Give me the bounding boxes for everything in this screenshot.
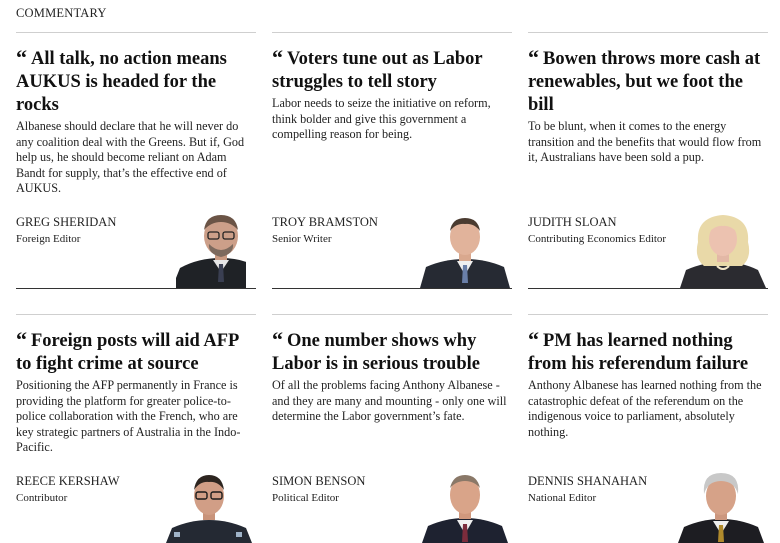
author-photo bbox=[176, 212, 246, 288]
article-card[interactable] bbox=[272, 32, 512, 288]
author-name[interactable]: TROY BRAMSTON bbox=[272, 215, 378, 229]
divider bbox=[528, 288, 768, 289]
author-photo bbox=[164, 472, 254, 543]
author-role: Senior Writer bbox=[272, 233, 332, 245]
divider bbox=[528, 32, 768, 33]
author-role: National Editor bbox=[528, 492, 597, 504]
article-summary: Positioning the AFP permanently in France is providing the platform for greater police-to-police collaboration with the French, who are key strategic partners of Australia in the Indo-Pacific. bbox=[16, 378, 241, 455]
author-photo bbox=[678, 212, 768, 288]
divider bbox=[272, 32, 512, 33]
quote-icon: “ bbox=[272, 45, 283, 70]
article-summary: Anthony Albanese has learned nothing from the catastrophic defeat of the referendum on the indigenous voice to parliament, absolutely nothing. bbox=[528, 378, 762, 439]
article-headline[interactable] bbox=[272, 328, 512, 376]
headline-text[interactable]: PM has learned nothing from his referendum failure bbox=[528, 331, 749, 374]
divider bbox=[272, 288, 512, 289]
headline-text[interactable]: One number shows why Labor is in serious trouble bbox=[272, 331, 480, 374]
author-photo bbox=[676, 472, 766, 543]
author-role: Contributing Economics Editor bbox=[528, 233, 667, 245]
divider bbox=[272, 314, 512, 315]
author-role: Political Editor bbox=[272, 492, 339, 504]
author-name[interactable]: GREG SHERIDAN bbox=[16, 215, 117, 229]
divider bbox=[528, 314, 768, 315]
divider bbox=[16, 32, 256, 33]
article-headline[interactable] bbox=[528, 46, 768, 117]
article-card[interactable] bbox=[272, 314, 512, 543]
article-summary: To be blunt, when it comes to the energy transition and the benefits that would flow from it, Australians have been sold a pup. bbox=[528, 119, 762, 165]
article-card[interactable] bbox=[16, 314, 256, 543]
author-name[interactable]: SIMON BENSON bbox=[272, 474, 366, 488]
article-card[interactable] bbox=[528, 314, 768, 543]
quote-icon: “ bbox=[528, 327, 539, 352]
article-summary: Of all the problems facing Anthony Albanese - and they are many and mounting - only one will determine the Labor government’s fate. bbox=[272, 378, 507, 424]
quote-icon: “ bbox=[272, 327, 283, 352]
divider bbox=[16, 314, 256, 315]
article-headline[interactable] bbox=[272, 46, 512, 94]
section-label[interactable]: COMMENTARY bbox=[16, 6, 107, 20]
article-headline[interactable] bbox=[528, 328, 768, 376]
author-photo bbox=[420, 472, 510, 543]
headline-text[interactable]: Voters tune out as Labor struggles to tell story bbox=[272, 49, 483, 92]
author-name[interactable]: DENNIS SHANAHAN bbox=[528, 474, 648, 488]
headline-text[interactable]: Bowen throws more cash at renewables, but we foot the bill bbox=[528, 49, 761, 115]
article-headline[interactable] bbox=[16, 46, 256, 117]
article-card[interactable] bbox=[528, 32, 768, 288]
quote-icon: “ bbox=[16, 45, 27, 70]
article-summary: Albanese should declare that he will never do any coalition deal with the Greens. But if, God help us, he should become reliant on Adam Bandt for supply, that’s the effective end of AUKUS. bbox=[16, 119, 245, 196]
article-card[interactable] bbox=[16, 32, 256, 288]
author-role: Foreign Editor bbox=[16, 233, 81, 245]
divider bbox=[16, 288, 256, 289]
author-name[interactable]: JUDITH SLOAN bbox=[528, 215, 617, 229]
quote-icon: “ bbox=[16, 327, 27, 352]
headline-text[interactable]: All talk, no action means AUKUS is headed for the rocks bbox=[16, 49, 227, 115]
author-name[interactable]: REECE KERSHAW bbox=[16, 474, 120, 488]
author-photo bbox=[420, 215, 510, 288]
article-headline[interactable] bbox=[16, 328, 256, 376]
quote-icon: “ bbox=[528, 45, 539, 70]
article-summary: Labor needs to seize the initiative on reform, think bolder and give this government a compelling reason for being. bbox=[272, 96, 491, 142]
headline-text[interactable]: Foreign posts will aid AFP to fight crime at source bbox=[16, 331, 239, 374]
author-role: Contributor bbox=[16, 492, 68, 504]
